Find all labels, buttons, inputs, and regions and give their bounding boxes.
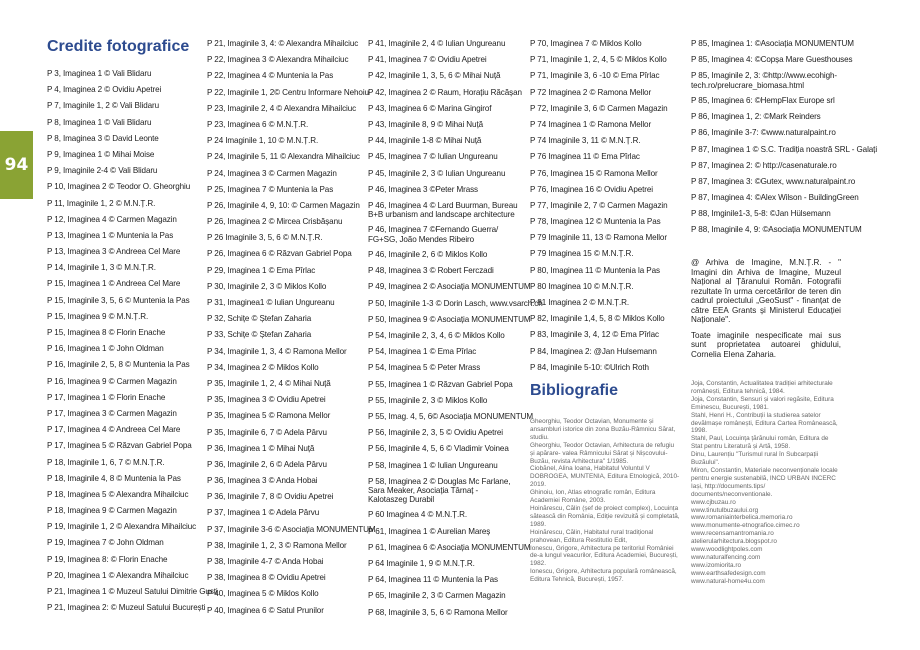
credit-item: P 70, Imaginea 7 © Miklos Kollo [530,39,642,48]
credit-item: P 23, Imaginile 2, 4 © Alexandra Mihailciuc [207,103,357,113]
credit-item: P 79 Imaginea 15 © M.N.Ț.R. [530,249,634,259]
credit-item: P 30, Imaginile 2, 3 © Miklos Kollo [207,281,327,291]
credit-item: P 17, Imaginea 3 © Carmen Magazin [47,408,177,418]
credit-item: P 71, Imaginile 3, 6 -10 © Ema Pîrlac [530,71,660,81]
page-number-tab [0,131,33,199]
credit-item: P 43, Imaginile 8, 9 © Mihai Nuță [368,119,483,129]
reference-entry: www.woodlightpoles.com [691,546,763,554]
reference-entry: atelierularhitectura.blogspot.ro [691,538,777,546]
credits-list-4 [530,39,668,379]
bibliography-title: Bibliografie [530,382,619,399]
credit-item: P 8, Imaginea 1 © Vali Blidaru [47,117,152,127]
credit-item: P 18, Imaginea 5 © Alexandra Mihailciuc [47,489,189,499]
credit-item: P 76 Imaginea 11 © Ema Pîrlac [530,152,640,162]
credit-item: P 38, Imaginile 4-7 © Anda Hobai [207,557,324,566]
credit-item: P 86, Imaginea 1, 2: ©Mark Reinders [691,112,821,122]
credit-item: P 42, Imaginea 2 © Raum, Horațiu Răcășan [368,87,522,97]
credit-item: P 21, Imaginea 2: © Muzeul Satului București [47,603,206,613]
credits-list-3 [368,39,543,624]
credit-item: P 76, Imaginea 16 © Ovidiu Apetrei [530,184,653,194]
bibliography-entry: Ionescu, Grigore, Arhitectura populară românească, Editura Tehnică, București, 1957. [530,568,677,584]
bibliography-entry: Ciobănel, Alina Ioana, Habitatul Voluntul V DOBROGEA, MUNTENIA, Editura Etnologică, 2010-2019. [530,465,680,489]
credit-item: P 64 Imaginile 1, 9 © M.N.Ț.R. [368,559,475,569]
credit-item: P 38, Imaginea 8 © Ovidiu Apetrei [207,573,326,583]
bibliography-entry: Ionescu, Grigore, Arhitectura pe teritoriul României de-a lungul veacurilor, Editura Academiei, București, 1982. [530,544,678,568]
credit-item: P 85, Imaginea 4: ©Copșa Mare Guesthouses [691,55,853,65]
credit-item: P 49, Imaginea 2 © Asociația MONUMENTUM [368,282,531,292]
credit-item: P 74 Imaginile 3, 11 © M.N.Ț.R. [530,136,641,146]
credit-item: P 80 Imaginea 10 © M.N.Ț.R. [530,281,634,291]
credit-item: P 26, Imaginea 6 © Răzvan Gabriel Popa [207,249,352,259]
credit-item: P 87, Imaginea 1 © S.C. Tradiția noastră SRL - Galați [691,144,878,154]
credit-item: P 18, Imaginea 9 © Carmen Magazin [47,506,177,516]
credit-item: P 19, Imaginea 7 © John Oldman [47,538,164,548]
credit-item: P 21, Imaginea 1 © Muzeul Satului Dimitrie Gusti [47,587,218,596]
bibliography-entry: Gheorghiu, Teodor Octavian, Monumente și ansambluri istorice din zona Buzău-Râmnicu Sărat, studiu. [530,418,676,441]
credit-item: P 26, Imaginea 2 © Mircea Crisbășanu [207,217,343,227]
credit-item: P 81 Imaginea 2 © M.N.Ț.R. [530,298,630,307]
credit-item: P 85, Imaginea 1: ©Asociația MONUMENTUM [691,39,854,48]
credit-item: P 17, Imaginea 1 © Florin Enache [47,392,166,402]
credit-item: P 21, Imaginile 3, 4: © Alexandra Mihailciuc [207,39,359,48]
reference-entry: www.recensamantromania.ro [691,530,774,538]
credit-item: P 72 Imaginea 2 © Ramona Mellor [530,87,652,97]
credit-item: P 68, Imaginile 3, 5, 6 © Ramona Mellor [368,607,508,617]
credit-item: P 26, Imaginile 4, 9, 10: © Carmen Magazin [207,200,360,210]
credit-item: P 24, Imaginile 5, 11 © Alexandra Mihailciuc [207,152,360,162]
reference-entry: Stahl, Paul, Locuința țărănului român, Editura de Stat pentru Literatură și Artă, 1958. [691,435,829,451]
bibliography-entry: Gheorghiu, Teodor Octavian, Arhitectura de refugiu și apărare- valea Râmnicului Sărat și Nișcovului- Buzău, revista Arhitectura" 1/1985. [530,441,675,465]
credit-item: P 3, Imaginea 1 © Vali Blidaru [47,69,152,78]
credit-item: P 37, Imaginile 3-6 © Asociația MONUMENTUM [207,524,376,534]
credit-item: P 22, Imaginea 4 © Muntenia la Pas [207,71,334,81]
credit-item: P 50, Imaginea 9 © Asociația MONUMENTUM [368,314,531,324]
credit-item: P 83, Imaginile 3, 4, 12 © Ema Pîrlac [530,330,659,340]
credit-item: P 54, Imaginea 1 © Ema Pîrlac [368,347,477,357]
credit-item: P 34, Imaginile 1, 3, 4 © Ramona Mellor [207,346,347,356]
credit-item: P 46, Imaginea 7 ©Fernando Guerra/ FG+SG, João Mendes Ribeiro [368,225,499,244]
credit-item: P 74 Imaginea 1 © Ramona Mellor [530,119,652,129]
credit-item: P 55, Imaginile 2, 3 © Miklos Kollo [368,395,488,405]
credit-item: P 7, Imaginile 1, 2 © Vali Blidaru [47,101,160,111]
credit-item: P 48, Imaginea 3 © Robert Ferczadi [368,266,494,276]
credit-item: P 36, Imaginea 3 © Anda Hobai [207,476,318,486]
credit-item: P 87, Imaginea 2: © http://casenaturale.ro [691,160,837,170]
credit-item: P 24 Imaginile 1, 10 © M.N.Ț.R. [207,136,319,146]
credit-item: P 36, Imaginea 1 © Mihai Nuță [207,443,315,453]
credit-item: P 17, Imaginea 5 © Răzvan Gabriel Popa [47,441,192,451]
credits-list-2 [207,39,376,622]
credit-item: P 84, Imaginile 5-10: ©Ulrich Roth [530,362,649,372]
credit-item: P 18, Imaginile 1, 6, 7 © M.N.Ț.R. [47,457,165,467]
bibliography-entry: Hoinărescu, Călin, Habitatul rural tradițional prahovean, Editura Restitutio Edit, [530,528,654,544]
credit-item: P 87, Imaginea 3: ©Gutex, www.naturalpaint.ro [691,176,856,186]
credit-item: P 15, Imaginea 9 © M.N.Ț.R. [47,311,149,321]
credit-item: P 50, Imaginile 1-3 © Dorin Lasch, www.vsarch.ch [368,298,543,308]
credits-list-5 [691,39,877,242]
credit-item: P 43, Imaginea 6 © Marina Gingirof [368,103,492,113]
credit-item: P 33, Schițe © Ștefan Zaharia [207,330,312,340]
credit-item: P 15, Imaginile 3, 5, 6 © Muntenia la Pas [47,295,190,305]
reference-entry: www.romaniainterbelica.memoria.ro [691,514,793,522]
credit-item: P 85, Imaginile 2, 3: ©http://www.ecohigh-tech.ro/prelucrare_biomasa.html [691,71,838,90]
credit-item: P 42, Imaginile 1, 3, 5, 6 © Mihai Nuță [368,71,501,81]
references-list [691,380,841,586]
reference-entry: www.cjbuzau.ro [691,498,736,506]
credit-item: P 35, Imaginile 1, 2, 4 © Mihai Nuță [207,378,331,388]
credit-item: P 16, Imaginile 2, 5, 8 © Muntenia la Pas [47,360,190,370]
credit-item: P 4, Imaginea 2 © Ovidiu Apetrei [47,85,162,95]
credit-item: P 44, Imaginile 1-8 © Mihai Nuță [368,136,482,146]
bibliography-entry: Ghinoiu, Ion, Atlas etnografic român, Editura Academiei Române, 2003. [530,489,656,505]
credit-item: P 22, Imaginea 3 © Alexandra Mihailciuc [207,55,349,65]
credit-item: P 13, Imaginea 3 © Andreea Cel Mare [47,247,181,257]
credit-item: P 25, Imaginea 7 © Muntenia la Pas [207,184,334,194]
credit-item: P 19, Imaginile 1, 2 © Alexandra Mihailciuc [47,522,197,532]
page-number: 94 [4,155,29,175]
credit-item: P 56, Imaginile 2, 3, 5 © Ovidiu Apetrei [368,428,503,438]
credit-item: P 35, Imaginile 6, 7 © Adela Pârvu [207,427,327,437]
credit-item: P 9, Imaginile 2-4 © Vali Blidaru [47,166,158,176]
credit-item: P 41, Imaginile 2, 4 © Iulian Ungureanu [368,39,506,48]
credit-item: P 19, Imaginea 8: © Florin Enache [47,554,168,564]
credit-item: P 54, Imaginea 5 © Peter Mrass [368,363,481,373]
credit-item: P 85, Imaginea 6: ©HempFlax Europe srl [691,95,835,105]
credit-item: P 37, Imaginea 1 © Adela Pârvu [207,508,320,518]
reference-entry: Miron, Constantin, Materiale neconvenționale locale pentru energie sustenabilă, INCD URBAN INCERC Iași, http://documents.tips/ documents/neconventionale. [691,466,838,498]
credit-item: P 88, Imaginile 4, 9: ©Asociația MONUMENTUM [691,225,862,235]
credit-item: P 84, Imaginea 2: @Jan Hulsemann [530,346,657,356]
section-title: Credite fotografice [47,38,190,55]
credit-item: P 45, Imaginile 2, 3 © Iulian Ungureanu [368,168,506,178]
credit-item: P 88, Imginile1-3, 5-8: ©Jan Hülsemann [691,209,831,219]
author-note: Toate imaginile nespecificate mai sus sunt proprietatea autoarei ghidului, Cornelia Elena Zaharia. [691,330,841,359]
credit-item: P 36, Imaginile 7, 8 © Ovidiu Apetrei [207,492,334,502]
credit-item: P 61, Imaginea 6 © Asociația MONUMENTUM [368,542,531,552]
credit-item: P 20, Imaginea 1 © Alexandra Mihailciuc [47,570,189,580]
notes-block [691,258,841,365]
credit-item: P 38, Imaginile 1, 2, 3 © Ramona Mellor [207,540,347,550]
credit-item: P 32, Schițe © Ștefan Zaharia [207,314,312,324]
credit-item: P 58, Imaginea 1 © Iulian Ungureanu [368,460,498,470]
credit-item: P 29, Imaginea 1 © Ema Pîrlac [207,265,316,275]
credit-item: P 10, Imaginea 2 © Teodor O. Gheorghiu [47,182,191,192]
reference-entry: www.tinutulbuzaului.org [691,506,759,514]
credit-item: P 16, Imaginea 1 © John Oldman [47,344,164,354]
credit-item: P 79 Imaginile 11, 13 © Ramona Mellor [530,233,667,243]
reference-entry: www.naturalfencing.com [691,553,761,561]
archive-note: @ Arhiva de Imagine, M.N.Ț.R. - " Imagini din Arhiva de Imagine, Muzeul Național al Țăranului Român. Fotografii rezultate în urma cercetărilor de teren din cadrul proiectului „GeoSust" - finanțat de către EEA Grants și Ministerul Educației Naționale". [691,258,841,324]
credit-item: P 58, Imaginea 2 © Douglas Mc Farlane, Sara Meaker, Asociația Târnaț - Kalotaszeg Durabil [368,476,511,505]
bibliography-entry: Hoinărescu, Călin (șef de proiect complex), Locuința sătească din România, Ediție revizuită și completată, 1989. [530,504,680,528]
reference-entry: Joja, Constantin, Sensuri și valori regăsite, Editura Eminescu, București, 1981. [691,395,834,411]
credit-item: P 34, Imaginea 2 © Miklos Kollo [207,362,319,372]
reference-entry: www.natural-home4u.com [691,577,765,585]
reference-entry: www.earthsafedesign.com [691,569,766,577]
credit-item: P 15, Imaginea 8 © Florin Enache [47,328,166,337]
credit-item: P 9, Imaginea 1 © Mihai Moise [47,149,155,159]
credit-item: P 64, Imaginea 11 © Muntenia la Pas [368,575,498,585]
credit-item: P 80, Imaginea 11 © Muntenia la Pas [530,265,660,275]
credit-item: P 26 Imaginile 3, 5, 6 © M.N.Ț.R. [207,233,323,243]
credit-item: P 45, Imaginea 7 © Iulian Ungureanu [368,152,498,162]
credit-item: P 18, Imaginile 4, 8 © Muntenia la Pas [47,473,181,483]
credit-item: P 40, Imaginea 5 © Miklos Kollo [207,589,319,599]
credit-item: P 72, Imaginile 3, 6 © Carmen Magazin [530,103,668,113]
credit-item: P 60 Imaginea 4 © M.N.Ț.R. [368,510,468,520]
credit-item: P 22, Imaginile 1, 2© Centru Informare Nehoiu [207,87,369,97]
credit-item: P 12, Imaginea 4 © Carmen Magazin [47,214,177,224]
reference-entry: Joja, Constantin, Actualitatea tradiției arhitecturale românești, Editura tehnică, 1984. [691,380,833,395]
credit-item: P 11, Imaginile 1, 2 © M.N.Ț.R. [47,198,156,208]
credit-item: P 24, Imaginea 3 © Carmen Magazin [207,168,337,178]
credit-item: P 23, Imaginea 6 © M.N.Ț.R. [207,119,309,129]
credit-item: P 8, Imaginea 3 © David Leonte [47,133,159,143]
credit-item: P 54, Imaginile 2, 3, 4, 6 © Miklos Kollo [368,331,505,340]
credit-item: P 35, Imaginea 5 © Ramona Mellor [207,411,331,421]
credit-item: P 17, Imaginea 4 © Andreea Cel Mare [47,425,181,435]
credit-item: P 16, Imaginea 9 © Carmen Magazin [47,376,177,386]
credit-item: P 55, Imaginea 1 © Răzvan Gabriel Popa [368,379,513,389]
credit-item: P 65, Imaginile 2, 3 © Carmen Magazin [368,591,506,601]
reference-entry: Dinu, Laurențiu "Turismul rural în Subcarpații Buzăului". [691,451,819,467]
credit-item: P 13, Imaginea 1 © Muntenia la Pas [47,230,174,240]
credit-item: P 46, Imaginile 2, 6 © Miklos Kollo [368,250,488,260]
credit-item: P 46, Imaginea 4 © Lard Buurman, Bureau B+B urbanism and landscape architecture [368,200,518,220]
reference-entry: www.monumente-etnografice.cimec.ro [691,522,800,530]
credit-item: P 46, Imaginea 3 ©Peter Mrass [368,184,478,194]
credit-item: P 87, Imaginea 4: ©Alex Wilson - BuildingGreen [691,193,859,203]
credit-item: P 56, Imaginile 4, 5, 6 © Vladimir Voinea [368,444,509,454]
credit-item: P 35, Imaginea 3 © Ovidiu Apetrei [207,395,326,405]
credits-list-1 [47,69,218,619]
credit-item: P 77, Imaginile 2, 7 © Carmen Magazin [530,200,668,210]
credit-item: P 86, Imaginile 3-7: ©www.naturalpaint.ro [691,128,836,138]
credit-item: P 31, Imaginea1 © Iulian Ungureanu [207,298,335,307]
credit-item: P 61, Imaginea 1 © Aurelian Mareș [368,526,491,536]
credit-item: P 78, Imaginea 12 © Muntenia la Pas [530,217,661,227]
credit-item: P 36, Imaginile 2, 6 © Adela Pârvu [207,459,327,469]
credit-item: P 41, Imaginea 7 © Ovidiu Apetrei [368,55,487,65]
credit-item: P 15, Imaginea 1 © Andreea Cel Mare [47,279,181,289]
credit-item: P 76, Imaginea 15 © Ramona Mellor [530,168,658,178]
credit-item: P 14, Imaginile 1, 3 © M.N.Ț.R. [47,263,156,273]
bibliography-list [530,418,680,584]
credit-item: P 82, Imaginile 1,4, 5, 8 © Miklos Kollo [530,314,665,324]
credit-item: P 55, Imag. 4, 5, 6© Asociația MONUMENTUM [368,411,533,421]
credit-item: P 40, Imaginea 6 © Satul Prunilor [207,605,324,615]
reference-entry: www.izomiorita.ro [691,561,742,569]
reference-entry: Stahl, Henri H., Contribuții la studierea satelor devălmașe românești, Editura Cartea Românească, 1998. [691,411,838,435]
credit-item: P 71, Imaginile 1, 2, 4, 5 © Miklos Kollo [530,55,667,65]
